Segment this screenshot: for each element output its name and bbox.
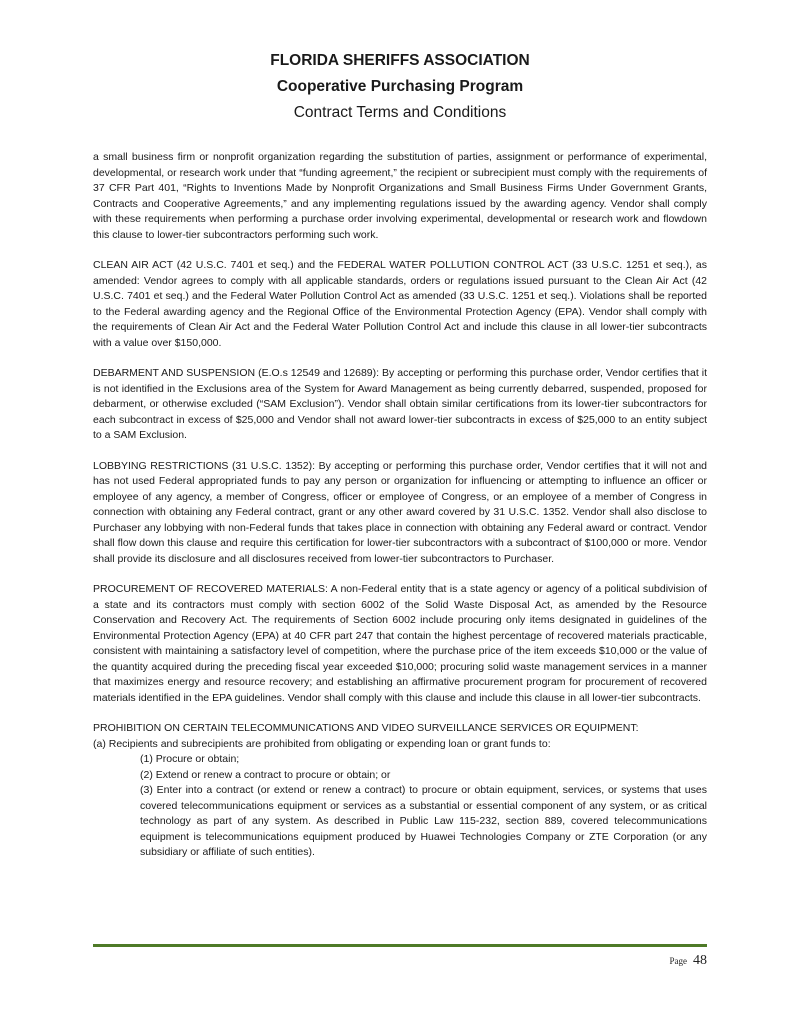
page-footer <box>670 951 708 969</box>
page-number: 48 <box>693 953 707 968</box>
program-title: Cooperative Purchasing Program <box>276 78 524 95</box>
page-label: Page <box>669 956 687 966</box>
paragraph-inventions: a small business firm or nonprofit organization regarding the substitution of parties, assignment or performance of experimental, developmental, or research work under that “funding agreement,” the recipient or subrecipient must comply with the requirements of 37 CFR Part 401, “Rights to Inventions Made by Nonprofit Organizations and Small Business Firms Under Government Grants, Contracts and Cooperative Agreements,” and any implementing regulations issued by the awarding agency. Vendor shall comply with these requirements when performing a purchase order involving experimental, developmental or research work and flowdown this clause to lower-tier subcontractors performing such work. <box>93 151 707 241</box>
paragraph-lobbying: LOBBYING RESTRICTIONS (31 U.S.C. 1352): By accepting or performing this purchase order, Vendor certifies that it will not and has not used Federal appropriated funds to pay any person or organization for influencing or attempting to influence an officer or employee of any agency, a member of Congress, officer or employee of Congress, or an employee of a member of Congress in connection with obtaining any Federal contract, grant or any other award covered by 31 U.S.C. 1352. Vendor shall also disclose to Purchaser any lobbying with non-Federal funds that takes place in connection with obtaining any Federal award or contract. Vendor shall flow down this clause and require this certification for lower-tier subcontractors with a subcontract of $100,000 or more. Vendor shall provide its disclosure and all disclosures received from lower-tier subcontractors to Purchaser. <box>93 459 707 565</box>
list-item: (1) Procure or obtain; <box>140 753 240 765</box>
prohibition-intro: (a) Recipients and subrecipients are prohibited from obligating or expending loan or grant funds to: <box>93 737 551 750</box>
prohibition-list <box>140 752 707 861</box>
document-header <box>0 50 800 124</box>
footer-rule <box>93 944 707 947</box>
list-item: (2) Extend or renew a contract to procure or obtain; or <box>140 768 391 781</box>
document-body <box>93 150 707 861</box>
paragraph-clean-air-act: CLEAN AIR ACT (42 U.S.C. 7401 et seq.) and the FEDERAL WATER POLLUTION CONTROL ACT (33 U.S.C. 1251 et seq.), as amended: Vendor agrees to comply with all applicable standards, orders or regulations issued pursuant to the Clean Air Act (42 U.S.C. 7401 et seq.) and the Federal Water Pollution Control Act as amended (33 U.S.C. 1251 et seq.). Violations shall be reported to the Federal awarding agency and the Regional Office of the Environmental Protection Agency (EPA). Vendor shall comply with the requirements of Clean Air Act and the Federal Water Pollution Control Act and include this clause in all lower-tier subcontracts with a value over $150,000. <box>93 259 707 349</box>
list-item: (3) Enter into a contract (or extend or renew a contract) to procure or obtain equipment, services, or systems that uses covered telecommunications equipment or services as a substantial or essential component of any system, or as critical technology as part of any system. As described in Public Law 115-232, section 889, covered telecommunications equipment is telecommunications equipment produced by Huawei Technologies Company or ZTE Corporation (or any subsidiary or affiliate of such entities). <box>140 784 707 858</box>
paragraph-recovered-materials: PROCUREMENT OF RECOVERED MATERIALS: A non-Federal entity that is a state agency or agency of a political subdivision of a state and its contractors must comply with section 6002 of the Solid Waste Disposal Act, as amended by the Resource Conservation and Recovery Act. The requirements of Section 6002 include procuring only items designated in guidelines of the Environmental Protection Agency (EPA) at 40 CFR part 247 that contain the highest percentage of recovered materials practicable, consistent with maintaining a satisfactory level of competition, where the purchase price of the item exceeds $10,000 or the value of the quantity acquired during the preceding fiscal year exceeded $10,000; procuring solid waste management services in a manner that maximizes energy and resource recovery; and establishing an affirmative procurement program for procurement of recovered materials identified in the EPA guidelines. Vendor shall comply with this clause and include this clause in all lower-tier subcontracts. <box>93 583 707 704</box>
paragraph-debarment: DEBARMENT AND SUSPENSION (E.O.s 12549 and 12689): By accepting or performing this purchase order, Vendor certifies that it is not identified in the Exclusions area of the System for Award Management as being currently debarred, suspended, proposed for debarment, or otherwise excluded (“SAM Exclusion”). Vendor shall obtain similar certifications from its lower-tier subcontractors for each subcontract in excess of $25,000 and Vendor shall not award lower-tier subcontracts in excess of $25,000 to an entity subject to a SAM Exclusion. <box>93 367 707 441</box>
document-title: Contract Terms and Conditions <box>293 104 507 121</box>
prohibition-heading: PROHIBITION ON CERTAIN TELECOMMUNICATIONS AND VIDEO SURVEILLANCE SERVICES OR EQUIPMENT: <box>93 722 639 734</box>
org-title: FLORIDA SHERIFFS ASSOCIATION <box>270 52 530 69</box>
